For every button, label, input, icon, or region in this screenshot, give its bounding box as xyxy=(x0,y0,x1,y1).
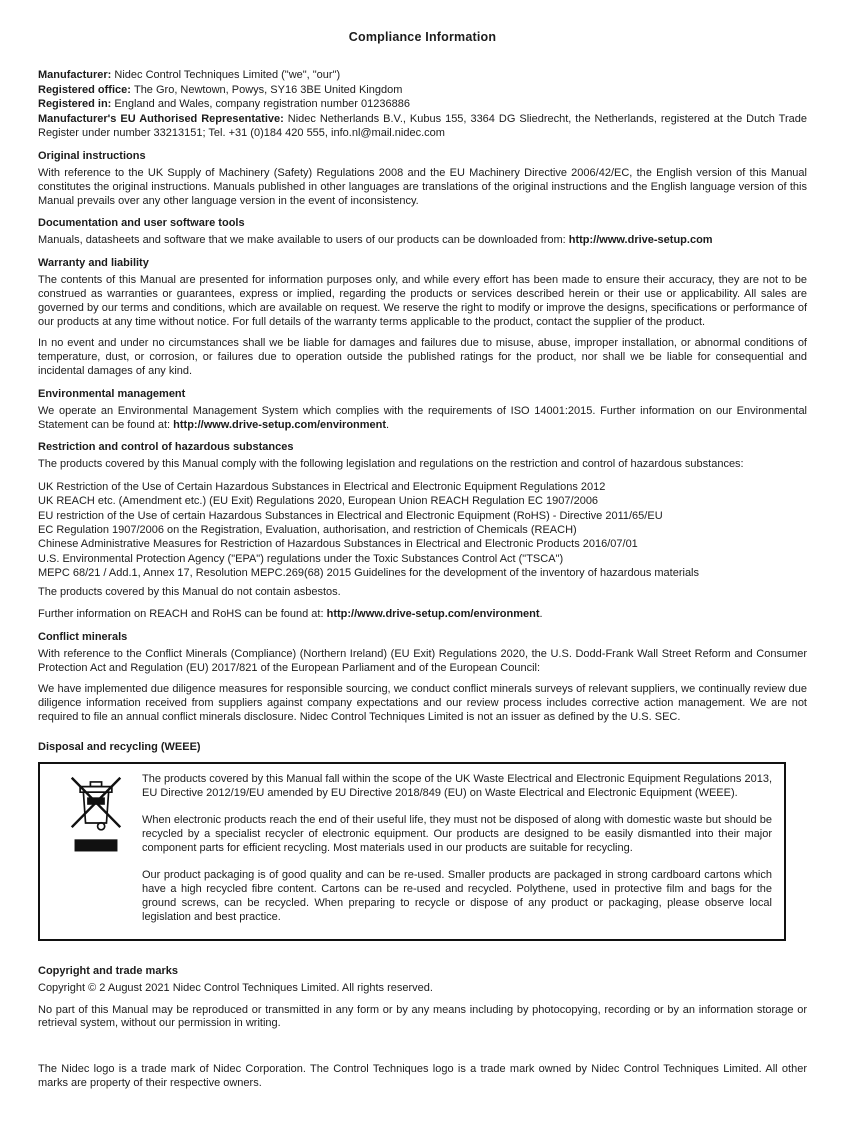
para-warranty-1 xyxy=(38,274,807,329)
text-segment: The Gro, Newtown, Powys, SY16 3BE United Kingdom xyxy=(133,83,403,96)
text-segment: Manufacturer: xyxy=(38,69,115,81)
text-segment: Further information on REACH and RoHS can be found at: xyxy=(38,608,327,620)
heading-copyright: Copyright and trade marks xyxy=(38,964,178,977)
text-segment: EC Regulation 1907/2006 on the Registration, Evaluation, authorisation, and restriction of Chemicals (REACH) xyxy=(38,524,577,537)
text-segment: . xyxy=(386,418,390,431)
text-segment: Nidec Control Techniques Limited ("we", "our") xyxy=(114,69,341,81)
text-segment: The Nidec logo is a trade mark of Nidec Corporation. The Control Techniques logo is a trade mark owned by Nidec Control Techniques Limited. All other marks are property of their respective owners. xyxy=(38,1063,807,1089)
weee-bin-icon xyxy=(50,772,142,858)
text-segment: http://www.drive-setup.com/environment xyxy=(173,418,387,431)
weee-box-paragraph xyxy=(142,772,772,800)
text-line xyxy=(38,494,807,508)
text-segment: http://www.drive-setup.com xyxy=(568,234,713,247)
weee-box-paragraph xyxy=(142,868,772,924)
text-segment: UK Restriction of the Use of Certain Hazardous Substances in Electrical and Electronic Equipment Regulations 2012 xyxy=(38,481,606,494)
text-line xyxy=(38,83,807,98)
text-line xyxy=(38,552,807,566)
page-title: Compliance Information xyxy=(348,30,497,44)
heading-conflict-minerals: Conflict minerals xyxy=(38,630,128,643)
heading-documentation: Documentation and user software tools xyxy=(38,217,245,230)
text-segment: Registered in: xyxy=(38,98,115,111)
heading-weee: Disposal and recycling (WEEE) xyxy=(38,740,201,753)
text-line xyxy=(38,523,807,537)
heading-hazardous: Restriction and control of hazardous substances xyxy=(38,441,294,454)
text-segment: Registered office: xyxy=(38,83,134,96)
para-conflict-1 xyxy=(38,648,807,676)
text-segment: EU restriction of the Use of certain Hazardous Substances in Electrical and Electronic Equipment (RoHS) - Directive 2011/65/EU xyxy=(38,509,663,522)
text-segment: When electronic products reach the end of their useful life, they must not be disposed of along with domestic waste but should be recycled by a specialist recycler of electronic equipment. Our products are designed to be easily dismantled into their major component parts for efficient recycling. Most materials used in our products are suitable for recycling. xyxy=(142,813,772,854)
para-warranty-2 xyxy=(38,337,807,378)
para-hazardous-intro xyxy=(38,458,807,472)
text-segment: Copyright © 2 August 2021 Nidec Control Techniques Limited. All rights reserved. xyxy=(38,981,433,994)
text-segment: The products covered by this Manual do not contain asbestos. xyxy=(38,586,341,599)
text-segment: The products covered by this Manual fall within the scope of the UK Waste Electrical and Electronic Equipment Regulations 2013, EU Directive 2012/19/EU amended by EU Directive 2018/849 (EU) on Waste Electrical and Electronic Equipment (WEEE). xyxy=(142,772,772,799)
text-segment: With reference to the Conflict Minerals (Compliance) (Northern Ireland) (EU Exit) Regulations 2020, the U.S. Dodd-Frank Wall Street Reform and Consumer Protection Act and Regulation (EU) 2017/821 of the European Parliament and of the European Council: xyxy=(38,647,807,674)
text-segment: MEPC 68/21 / Add.1, Annex 17, Resolution MEPC.269(68) 2015 Guidelines for the development of the inventory of hazardous materials xyxy=(38,566,699,579)
text-segment: Manufacturer's EU Authorised Representative: xyxy=(38,112,288,125)
para-environmental xyxy=(38,405,807,433)
text-segment: With reference to the UK Supply of Machinery (Safety) Regulations 2008 and the EU Machinery Directive 2006/42/EC, the English version of this Manual constitutes the original instructions. Manuals published in other languages are translations of the original instructions and the English language version of this Manual prevails over any other language version in the event of inconsistency. xyxy=(38,166,807,207)
text-segment: The contents of this Manual are presented for information purposes only, and while every effort has been made to ensure their accuracy, they are not to be construed as warranties or guarantees, express or implied, regarding the products or services described herein or their use or applicability. All sales are governed by our terms and conditions, which are available on request. We reserve the right to modify or improve the designs, specifications or performance of our products at any time without notice. For full details of the warranty terms applicable to the product, contact the supplier of the product. xyxy=(38,274,807,328)
text-line xyxy=(38,68,807,83)
heading-warranty: Warranty and liability xyxy=(38,257,149,270)
text-line xyxy=(38,537,807,551)
text-segment: U.S. Environmental Protection Agency ("EPA") regulations under the Toxic Substances Control Act ("TSCA") xyxy=(38,552,564,565)
text-segment: http://www.drive-setup.com/environment xyxy=(326,608,540,620)
weee-notice-box xyxy=(38,762,786,941)
para-original-instructions xyxy=(38,167,807,208)
text-segment: England and Wales, company registration number 01236886 xyxy=(114,98,410,111)
text-segment: Manuals, datasheets and software that we make available to users of our products can be downloaded from: xyxy=(38,234,569,247)
para-asbestos xyxy=(38,586,807,600)
text-segment: We operate an Environmental Management System which complies with the requirements of ISO 14001:2015. Further information on our Environmental Statement can be found at: xyxy=(38,404,807,431)
text-segment: In no event and under no circumstances shall we be liable for damages and failures due to misuse, abuse, improper installation, or abnormal conditions of temperature, dust, or corrosion, or failures due to operation outside the published ratings for the product, nor shall we be liable for consequential and incidental damages of any kind. xyxy=(38,337,807,377)
text-segment: . xyxy=(539,608,543,620)
para-copyright xyxy=(38,982,807,996)
text-segment: The products covered by this Manual comply with the following legislation and regulations on the restriction and control of hazardous substances: xyxy=(38,458,744,471)
text-line xyxy=(38,480,807,494)
para-documentation xyxy=(38,234,807,248)
para-trademarks xyxy=(38,1063,807,1091)
text-line xyxy=(38,97,807,112)
manufacturer-details xyxy=(38,68,807,141)
heading-original-instructions: Original instructions xyxy=(38,149,146,162)
text-segment: Nidec Netherlands B.V., Kubus 155, 3364 DG Sliedrecht, the Netherlands, registered at the Dutch Trade Register under number 33213151; Tel. +31 (0)184 420 555, info.nl@mail.nidec.com xyxy=(38,112,807,140)
para-no-part xyxy=(38,1004,807,1032)
text-segment: We have implemented due diligence measures for responsible sourcing, we conduct conflict minerals surveys of relevant suppliers, we continually review due diligence information received from suppliers against company expectations and our review process includes corrective action management. We are not required to file an annual conflict minerals disclosure. Nidec Control Techniques Limited is not an issuer as defined by the U.S. SEC. xyxy=(38,683,807,723)
text-segment: Chinese Administrative Measures for Restriction of Hazardous Substances in Electrical and Electronic Products 2016/07/01 xyxy=(38,538,638,551)
para-reach-rohs xyxy=(38,608,807,622)
text-segment: No part of this Manual may be reproduced or transmitted in any form or by any means including by photocopying, recording or by an information storage or retrieval system, without our permission in writing. xyxy=(38,1003,807,1030)
text-line xyxy=(38,566,807,580)
weee-box-paragraph xyxy=(142,813,772,855)
weee-box-text xyxy=(142,772,772,937)
document-body xyxy=(38,68,807,1091)
hazardous-regulations xyxy=(38,480,807,580)
heading-environmental: Environmental management xyxy=(38,387,186,400)
para-conflict-2 xyxy=(38,683,807,724)
text-line xyxy=(38,509,807,523)
text-line xyxy=(38,112,807,141)
text-segment: Our product packaging is of good quality and can be re-used. Smaller products are packaged in strong cardboard cartons which have a high recycled fibre content. Cartons can be re-used and recycled. Polythene, used in protective film and bags for the ground screws, can be recycled. When preparing to recycle or dispose of any product or packaging, please observe local legislation and best practice. xyxy=(142,868,772,923)
text-segment: UK REACH etc. (Amendment etc.) (EU Exit) Regulations 2020, European Union REACH Regulation EC 1907/2006 xyxy=(38,495,599,508)
